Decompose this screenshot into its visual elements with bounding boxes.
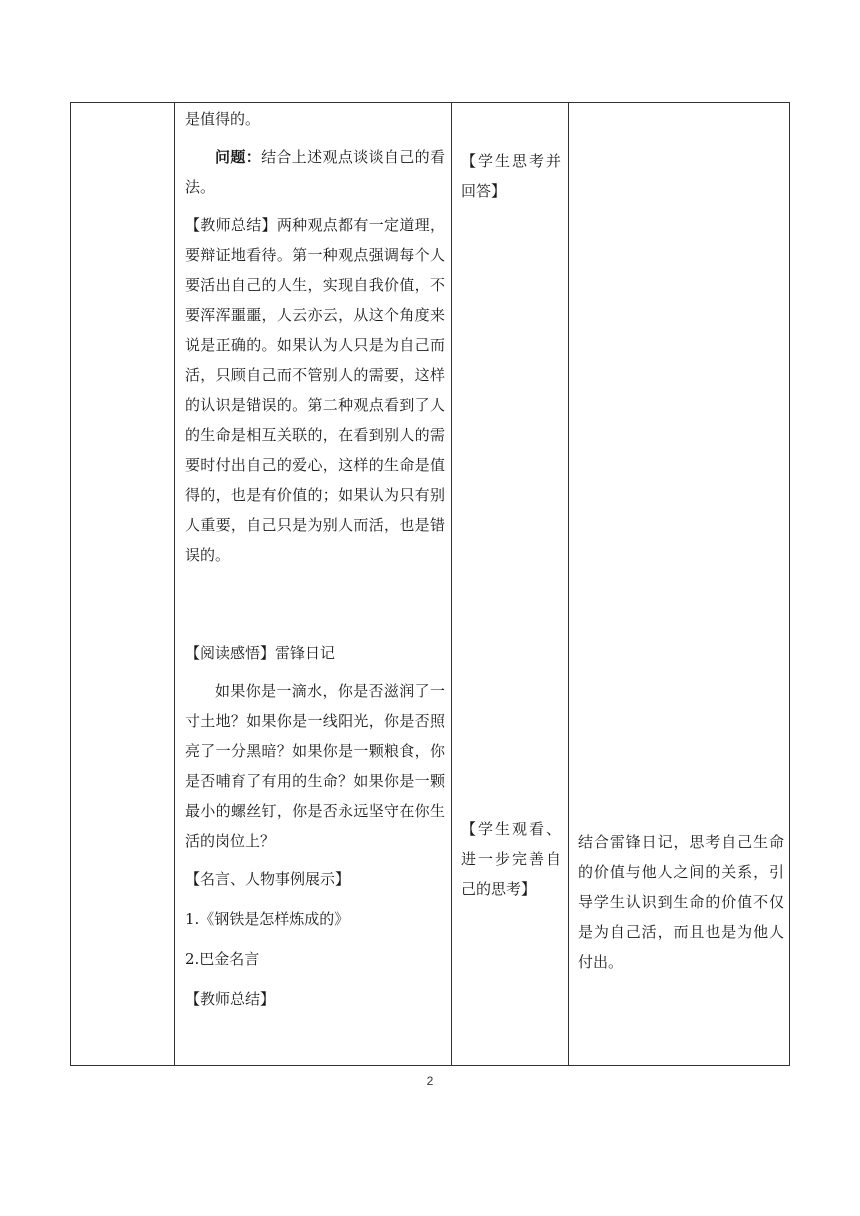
design-intent-cell — [578, 827, 784, 977]
question-label: 问题： — [215, 148, 262, 166]
teacher-summary-paragraph: 【教师总结】两种观点都有一定道理，要辩证地看待。第一种观点强调每个人要活出自己的人生，实现自我价值，不要浑浑噩噩，人云亦云，从这个角度来说是正确的。如果认为人只是为自己而活，只顾自己而不管别人的需要，这样的认识是错误的。第二种观点看到了人的生命是相互关联的，在看到别人的需要时付出自己的爱心，这样的生命是值得的，也是有价值的；如果认为只有别人重要，自己只是为别人而活，也是错误的。 — [185, 216, 445, 564]
column-divider — [174, 103, 175, 1065]
student-activity-block-1 — [461, 146, 561, 206]
list-item-1: 1.《钢铁是怎样炼成的》 — [185, 910, 350, 928]
teacher-summary-heading: 【教师总结】 — [185, 990, 276, 1008]
design-intent-text: 结合雷锋日记，思考自己生命的价值与他人之间的关系，引导学生认识到生命的价值不仅是为自己活，而且也是为他人付出。 — [578, 833, 784, 971]
student-watch-improve: 【学生观看、进一步完善自己的思考】 — [461, 820, 561, 898]
question-paragraph — [185, 142, 445, 202]
student-activity-block-2 — [461, 814, 561, 904]
page-number: 2 — [426, 1074, 434, 1088]
lesson-plan-table — [70, 102, 790, 1066]
column-divider — [451, 103, 452, 1065]
student-think-answer: 【学生思考并回答】 — [461, 152, 561, 200]
teacher-activity-cell — [185, 104, 445, 1014]
column-divider — [789, 103, 790, 1065]
reading-heading: 【阅读感悟】雷锋日记 — [185, 644, 336, 662]
lei-feng-diary-paragraph: 如果你是一滴水，你是否滋润了一寸土地？如果你是一线阳光，你是否照亮了一分黑暗？如果你是一颗粮食，你是否哺育了有用的生命？如果你是一颗最小的螺丝钉，你是否永远坚守在你生活的岗位上？ — [185, 682, 445, 850]
quotes-heading: 【名言、人物事例展示】 — [185, 870, 351, 888]
question-text: 结合上述观点谈谈自己的看法。 — [185, 148, 445, 196]
column-divider — [568, 103, 569, 1065]
list-item-2: 2.巴金名言 — [185, 950, 260, 968]
text-continuation: 是值得的。 — [185, 110, 261, 128]
